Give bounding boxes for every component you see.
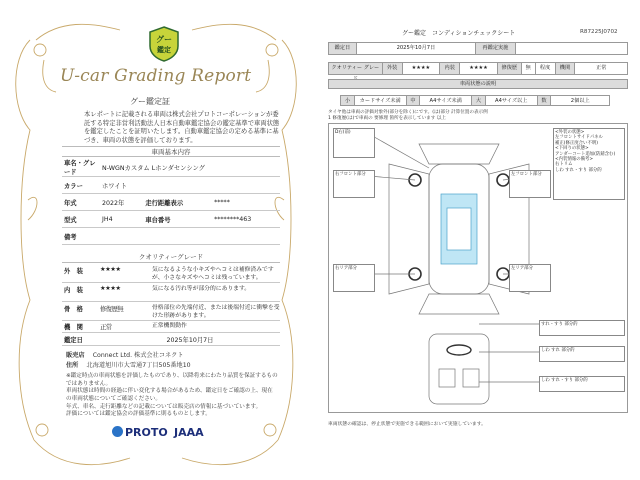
color-value: ホワイト	[100, 177, 280, 194]
mileage-label: 走行距離表示	[143, 194, 212, 211]
grade-label: 内 装	[64, 287, 83, 294]
goo-appraisal-badge-icon	[147, 26, 181, 62]
size-cell: A4サイズ以上	[486, 96, 538, 105]
reinspection-value	[516, 43, 627, 54]
table-row	[62, 228, 280, 245]
shop-label: 販売店	[66, 352, 85, 359]
grade-stars: 正常	[100, 324, 112, 331]
name-label: 車名・グレード	[62, 158, 100, 177]
grade-row-interior	[62, 285, 280, 302]
table-row	[62, 334, 280, 345]
address-value: 北海道旭川市大雪通7丁目505番地10	[86, 361, 191, 369]
grade-stars: 修復歴無	[100, 306, 124, 313]
side-note-box: <外装の状態> 左フロントサイドパネル 補正(修正度合い不明) <下回りの状態> アンダーコート追加(防錆含む) <内装情報の備考> 右トリム しわ すれ・すり 部分的	[553, 128, 625, 200]
date-value: 2025年10月7日	[100, 334, 280, 345]
engine-value: 正常	[596, 65, 607, 71]
panel-box	[333, 264, 375, 292]
frame-value: 無	[522, 63, 536, 74]
vehicle-section-heading: 車両基本内容	[62, 146, 280, 157]
sheet-title: グー鑑定 コンディションチェックシート	[402, 30, 516, 37]
note-item: ※鑑定時点の車両状態を評価したものであり、以降将来にわたり品質を保証するものではありません。	[66, 373, 278, 387]
name-value: N-WGNカスタム Lホンダセンシング	[100, 158, 280, 177]
grade-label: クオリティー グレー	[329, 63, 383, 74]
note-item: 車両状態は時間の経過に伴い変化する場合があるため、鑑定日をご確認の上、現在の車両状態についてご確認ください。	[66, 388, 273, 402]
panel-box	[539, 320, 625, 336]
grade-stars: ★★★★	[100, 285, 121, 292]
chassis-label: 車台番号	[143, 211, 212, 228]
grade-stars: ★★★★	[100, 266, 121, 273]
report-subtitle: グー鑑定証	[130, 97, 170, 106]
panel-label: すれ・すり 部分的	[541, 322, 578, 327]
notes-value	[100, 228, 280, 245]
panel-label: しわ すれ・すり 部分的	[541, 378, 588, 383]
svg-text:グー: グー	[156, 35, 172, 44]
vehicle-diagram	[328, 123, 628, 413]
address-line	[66, 362, 278, 370]
year-label: 年式	[62, 194, 100, 211]
size-cell: 2個以上	[570, 98, 590, 104]
color-label: カラー	[62, 177, 100, 194]
grade-desc: 正常機関動作	[152, 323, 187, 329]
shop-line	[66, 352, 278, 360]
date-label: 鑑定日	[62, 334, 100, 345]
int-stars: ★★★★	[460, 63, 498, 74]
size-cell: 数	[538, 96, 552, 105]
jaaa-logo: JAAA	[174, 426, 204, 439]
size-legend-row	[340, 95, 610, 106]
proto-logo	[112, 426, 168, 439]
quality-section-heading: クオリティーグレード	[62, 252, 280, 263]
sheet-footnote: 車両状態の確認は、停止状態で実施できる範囲において実施しています。	[328, 422, 486, 427]
grade-label: 骨 格	[64, 306, 83, 313]
status-heading: 車両状態の説明	[328, 79, 628, 89]
appraisal-info-table	[62, 334, 280, 346]
date-row	[328, 42, 628, 55]
size-cell: カードサイズ未満	[355, 96, 407, 105]
grade-label: 外 装	[64, 268, 83, 275]
condition-check-sheet	[320, 24, 636, 454]
date-label: 鑑定日	[329, 43, 357, 54]
panel-label: D右(前)	[335, 130, 351, 135]
grade-label: 機 関	[64, 324, 83, 331]
proto-logo-text: PROTO	[125, 426, 168, 439]
int-label: 内装	[440, 63, 460, 74]
note-item: 年式、車名、走行距離などの記載については販売店の情報に基づいています。	[66, 403, 262, 410]
panel-box	[509, 170, 551, 198]
ext-label: 外装	[383, 63, 403, 74]
grade-row-exterior	[62, 266, 280, 283]
model-value: JH4	[100, 211, 143, 228]
disclaimer-notes	[66, 352, 278, 419]
intro-text: 本レポートに記載される車両は株式会社プロトコーポレーションが委託する特定非営利活動法人日本自動車鑑定協会の鑑定基準で車両状態を鑑定したことを証明いたします。自動車鑑定協会の定める基準に基づき、車両の状態を評価しております。	[84, 111, 280, 144]
date-value: 2025年10月7日	[357, 43, 476, 54]
panel-box	[333, 128, 375, 158]
grade-desc: 気になる汚れ等が部分的にあります。	[152, 286, 251, 292]
size-cell: 中	[407, 96, 421, 105]
grade-row-engine	[62, 322, 280, 333]
sheet-code: R87225J0702	[580, 29, 618, 35]
ext-stars: ★★★★	[403, 63, 441, 74]
panel-box	[509, 264, 551, 292]
table-row	[62, 158, 280, 177]
reinspection-label: 再鑑定実施	[476, 43, 516, 54]
size-cell: 小	[341, 96, 355, 105]
proto-mark-icon	[112, 426, 123, 437]
frame-label: 修復歴	[498, 63, 522, 74]
panel-label: しわ すれ 部分的	[541, 348, 575, 353]
panel-label: 右フロント部分	[335, 172, 366, 177]
panel-box	[539, 376, 625, 392]
frame-extra: 程度	[536, 63, 556, 74]
legend-text: タイヤ他は車両の評価対象外(部分を除く)にです。(は)部分 計算位置の表示例 1 修復歴(は)で車両の 要修理 箇所を表示しています 以上	[328, 110, 488, 121]
grade-summary-row	[328, 62, 628, 75]
grade-desc: 骨格部位の先端付近、または後端付近に衝撃を受けた形跡があります。	[152, 305, 280, 319]
model-label: 型式	[62, 211, 100, 228]
table-row	[62, 194, 280, 211]
notes-label: 備考	[62, 228, 100, 245]
size-cell: 大	[472, 96, 486, 105]
svg-text:鑑定: 鑑定	[157, 46, 171, 54]
address-label: 住所	[66, 361, 79, 369]
table-row	[62, 211, 280, 228]
mileage-value: *****	[212, 194, 280, 211]
shop-value: Connect Ltd. 株式会社コネクト	[92, 352, 184, 359]
panel-box	[333, 170, 375, 198]
year-value: 2022年	[100, 194, 143, 211]
size-cell: A4サイズ未満	[420, 96, 472, 105]
table-row	[62, 177, 280, 194]
note-item: 評価については鑑定協会の評価基準に則るものとします。	[66, 411, 211, 418]
panel-label: 左フロント部分	[511, 172, 542, 177]
grade-row-frame	[62, 304, 280, 321]
panel-box	[539, 346, 625, 362]
grade-desc: 気になるような小キズやヘコミは補修済みですが、小さなキズやヘコミは残っています。	[152, 267, 274, 281]
chassis-value: ********463	[212, 211, 280, 228]
report-title: U-car Grading Report	[60, 66, 252, 86]
panel-label: 左リア部分	[511, 266, 533, 271]
vehicle-info-table	[62, 158, 280, 245]
engine-label: 機関	[556, 63, 576, 74]
panel-label: 右リア部分	[335, 266, 357, 271]
certificate	[0, 0, 312, 480]
